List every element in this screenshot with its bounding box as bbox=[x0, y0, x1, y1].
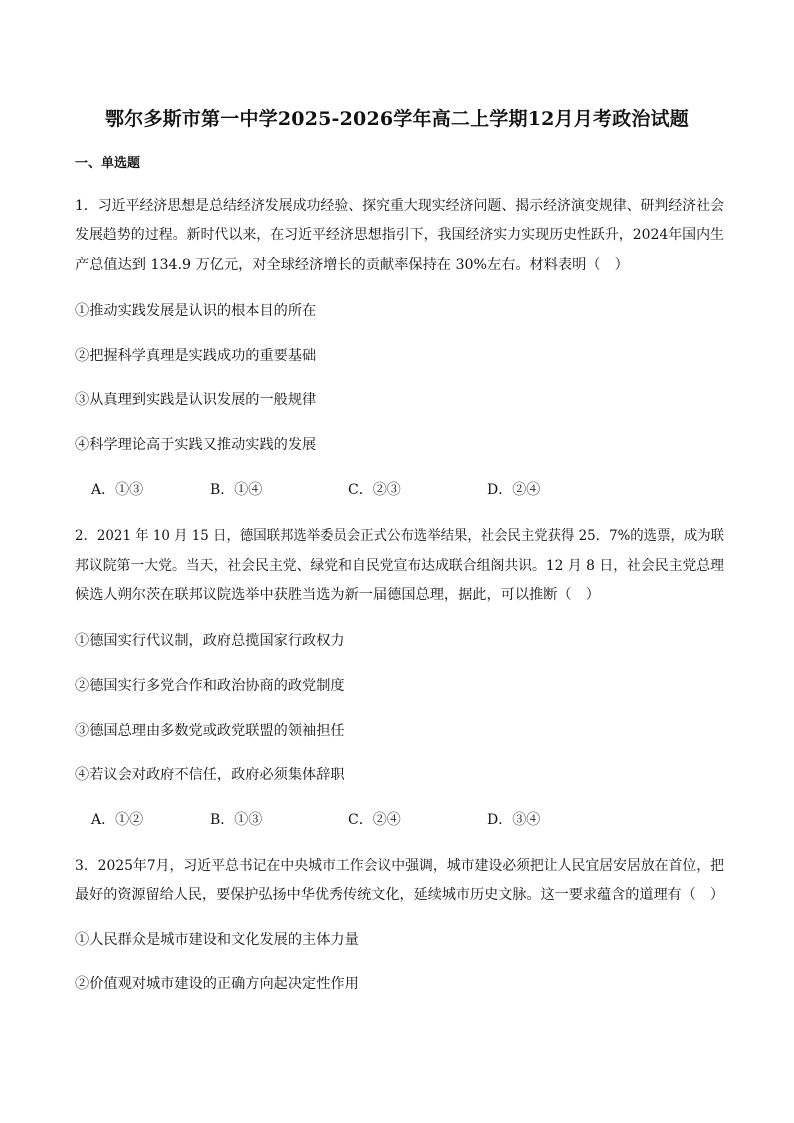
q1-choice-a[interactable]: A．①③ bbox=[91, 482, 144, 498]
q2-choice-a[interactable]: A．①② bbox=[91, 812, 144, 828]
q2-statement-1: ①德国实行代议制，政府总揽国家行政权力 bbox=[75, 633, 345, 649]
q2-stem-line-3: 候选人朔尔茨在联邦议院选举中获胜当选为新一届德国总理，据此，可以推断（ ） bbox=[75, 587, 600, 603]
q2-statement-4: ④若议会对政府不信任，政府必须集体辞职 bbox=[75, 767, 345, 783]
q3-statement-1: ①人民群众是城市建设和文化发展的主体力量 bbox=[75, 932, 359, 948]
q1-statement-3: ③从真理到实践是认识发展的一般规律 bbox=[75, 392, 317, 408]
q1-choice-d[interactable]: D．②④ bbox=[487, 482, 541, 498]
q1-stem-line-2: 发展趋势的过程。新时代以来，在习近平经济思想指引下，我国经济实力实现历史性跃升，2024年国内生 bbox=[75, 227, 724, 243]
q3-statement-2: ②价值观对城市建设的正确方向起决定性作用 bbox=[75, 976, 359, 992]
q2-choice-b[interactable]: B．①③ bbox=[210, 812, 263, 828]
section-heading: 一、单选题 bbox=[75, 156, 141, 171]
q2-choice-c[interactable]: C．②④ bbox=[348, 812, 401, 828]
q1-choice-b[interactable]: B．①④ bbox=[210, 482, 263, 498]
q1-statement-4: ④科学理论高于实践又推动实践的发展 bbox=[75, 437, 317, 453]
q1-stem-line-3: 产总值达到 134.9 万亿元，对全球经济增长的贡献率保持在 30%左右。材料表明（ ） bbox=[75, 257, 629, 273]
q2-choice-d[interactable]: D．③④ bbox=[487, 812, 541, 828]
q1-stem-line-1: 1．习近平经济思想是总结经济发展成功经验、探究重大现实经济问题、揭示经济演变规律、研判经济社会 bbox=[75, 198, 724, 214]
exam-title: 鄂尔多斯市第一中学2025-2026学年高二上学期12月月考政治试题 bbox=[105, 108, 689, 130]
q2-stem-line-1: 2．2021 年 10 月 15 日，德国联邦选举委员会正式公布选举结果，社会民主党获得 25．7%的选票，成为联 bbox=[75, 528, 724, 544]
q3-stem-line-1: 3．2025年7月，习近平总书记在中央城市工作会议中强调，城市建设必须把让人民宜居安居放在首位，把 bbox=[75, 858, 724, 874]
q1-statement-2: ②把握科学真理是实践成功的重要基础 bbox=[75, 348, 317, 364]
q2-statement-3: ③德国总理由多数党或政党联盟的领袖担任 bbox=[75, 723, 345, 739]
q2-stem-line-2: 邦议院第一大党。当天，社会民主党、绿党和自民党宣布达成联合组阁共识。12 月 8 日，社会民主党总理 bbox=[75, 558, 724, 574]
q2-statement-2: ②德国实行多党合作和政治协商的政党制度 bbox=[75, 678, 345, 694]
q1-statement-1: ①推动实践发展是认识的根本目的所在 bbox=[75, 303, 317, 319]
q3-stem-line-2: 最好的资源留给人民，要保护弘扬中华优秀传统文化，延续城市历史文脉。这一要求蕴含的道理有（ ） bbox=[75, 887, 724, 903]
q1-choice-c[interactable]: C．②③ bbox=[348, 482, 401, 498]
